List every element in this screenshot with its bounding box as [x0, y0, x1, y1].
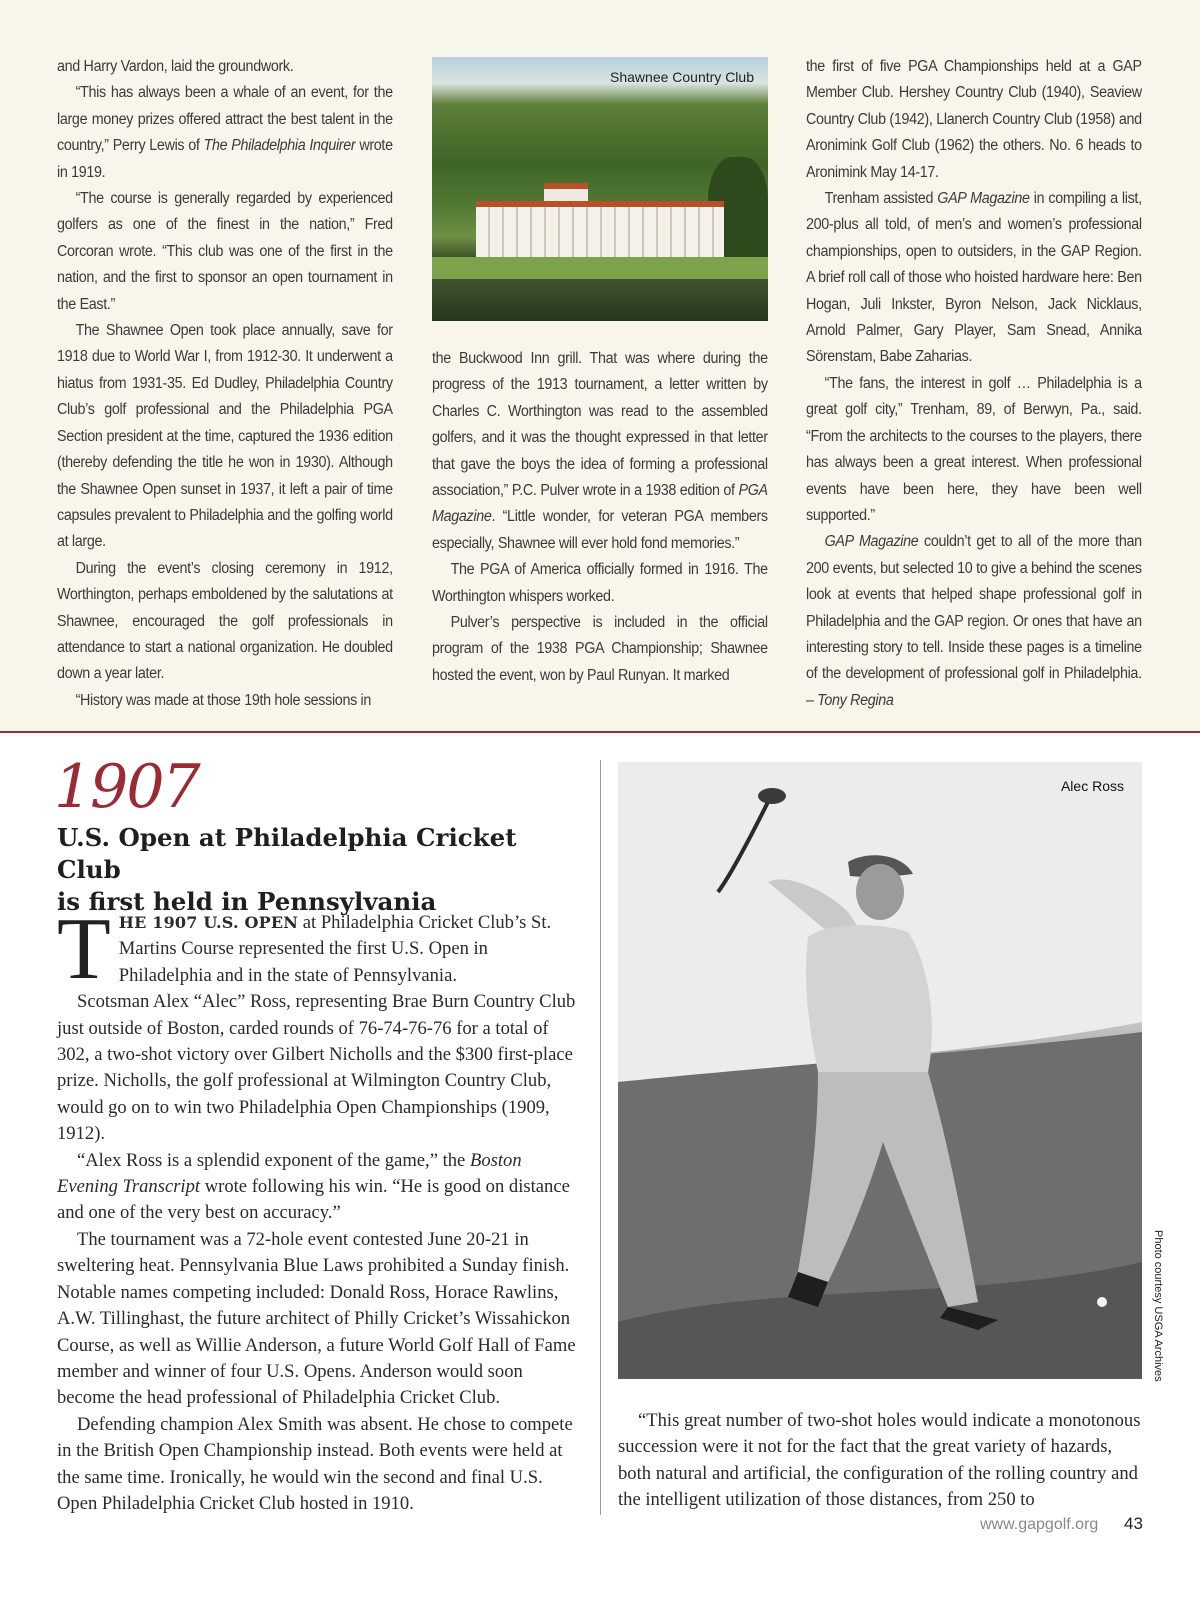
hotel-building-shape [476, 201, 724, 257]
paragraph: “The fans, the interest in golf … Philadelphia is a great golf city,” Trenham, 89, of Berwyn, Pa., said. “From the architects to the courses to the players, there has always been a great interest. When professional events have been here, they have been well supported.” [806, 374, 1142, 524]
shawnee-country-club-photo [432, 57, 768, 321]
paragraph [57, 1148, 583, 1227]
column-divider [600, 760, 601, 1515]
page-number: 43 [1124, 1514, 1143, 1533]
golfer-silhouette [618, 762, 1142, 1379]
paragraph: The PGA of America officially formed in 1916. The Worthington whispers worked. [432, 561, 768, 605]
headline-line-2: is first held in Pennsylvania [57, 887, 437, 916]
italic-title: The Philadelphia Inquirer [203, 137, 356, 155]
year-heading: 1907 [54, 752, 199, 822]
text-run: “This has always been a whale of an event, for the large money prizes offered attract the best talent in the country,” Perry Lewis of [57, 84, 393, 155]
text-run: The tournament was a 72-hole event contested June 20-21 in sweltering heat. Pennsylvania Blue Laws prohibited a Sunday finish. Notable names competing included: Donald Ross, Horace Rawlins, A.W. Tillinghast, the future architect of Philly Cricket’s Wissahickon Course, as well as Willie Anderson, a future World Golf Hall of Fame member and winner of four U.S. Opens. Anderson would soon become the head professional of Philadelphia Cricket Club. [57, 1228, 576, 1409]
paragraph: The Shawnee Open took place annually, save for 1918 due to World War I, from 1912-30. It underwent a hiatus from 1931-35. Ed Dudley, Philadelphia Country Club’s golf professional and the Philadelphia PGA Section president at the time, captured the 1936 edition (thereby defending the title he won in 1930). Although the Shawnee Open sunset in 1937, it left a pair of time capsules prevalent to Philadelphia and the golfing world at large. [57, 322, 393, 551]
paragraph [57, 989, 583, 1147]
lead-paragraph-text: at Philadelphia Cricket Club’s St. Martins Course represented the first U.S. Open in Philadelphia and in the state of Pennsylvania. [118, 912, 552, 986]
photo-caption: Shawnee Country Club [610, 69, 754, 85]
column-2-text [432, 346, 793, 689]
drop-cap: T [57, 901, 111, 998]
feature-headline [57, 822, 577, 918]
italic-title: GAP Magazine [824, 533, 919, 551]
paragraph [57, 80, 393, 186]
alec-ross-photo [618, 762, 1142, 1379]
paragraph [806, 529, 1142, 714]
text-run: the Buckwood Inn grill. That was where during the progress of the 1913 tournament, a letter written by Charles C. Worthington was read to the assembled golfers, and it was the thought expressed in that letter that gave the boys the idea of forming a professional association,” P.C. Pulver wrote in a 1938 edition of [432, 350, 768, 500]
text-run: “Alex Ross is a splendid exponent of the game,” the [77, 1149, 470, 1171]
paragraph: During the event’s closing ceremony in 1912, Worthington, perhaps emboldened by the salutations at Shawnee, encouraged the golf professionals in attendance to start a national organization. He doubled down a year later. [57, 559, 393, 683]
pull-quote: “This great number of two-shot holes would indicate a monotonous succession were it not for the fact that the great variety of hazards, both natural and artificial, the configuration of the rolling country and the intelligent utilization of those distances, from 250 to [618, 1410, 1141, 1511]
text-run: wrote in 1919. [57, 137, 393, 181]
lawn-shape [432, 257, 768, 279]
photo-credit: Photo courtesy USGA Archives [1152, 1230, 1164, 1382]
paragraph: Pulver’s perspective is included in the official program of the 1938 PGA Championship; Shawnee hosted the event, won by Paul Runyan. It marked [432, 614, 768, 684]
paragraph: and Harry Vardon, laid the groundwork. [57, 58, 294, 75]
article-paragraphs [57, 989, 583, 1517]
column-1 [57, 54, 393, 714]
text-run: . “Little wonder, for veteran PGA members especially, Shawnee will ever hold fond memories.” [432, 508, 768, 552]
water-shape [432, 279, 768, 321]
top-article-band [0, 0, 1200, 733]
photo-caption: Alec Ross [1060, 778, 1124, 794]
text-run: couldn’t get to all of the more than 200 events, but selected 10 to give a behind the scenes look at events that helped shape professional golf in Philadelphia and the GAP region. Or ones that have an interesting story to tell. Inside these pages is a timeline of the development of professional golf in Philadelphia. – [806, 533, 1142, 709]
italic-title: GAP Magazine [937, 190, 1030, 208]
italic-title: PGA Magazine [432, 482, 768, 526]
text-run: in compiling a list, 200-plus all told, of men’s and women’s professional championships, open to outsiders, in the GAP Region. A brief roll call of those who hoisted hardware here: Ben Hogan, Juli Inkster, Byron Nelson, Jack Nicklaus, Arnold Palmer, Gary Player, Sam Snead, Annika Sörenstam, Babe Zaharias. [806, 190, 1142, 366]
text-run: Scotsman Alex “Alec” Ross, representing Brae Burn Country Club just outside of Boston, carded rounds of 76-74-76-76 for a total of 302, a two-shot victory over Gilbert Nicholls and the $300 first-place prize. Nicholls, the golf professional at Wilmington Country Club, would go on to win two Philadelphia Open Championships (1909, 1912). [57, 991, 576, 1145]
headline-line-1: U.S. Open at Philadelphia Cricket Club [57, 823, 517, 884]
paragraph [57, 1227, 583, 1412]
paragraph [57, 1412, 583, 1518]
paragraph: “The course is generally regarded by experienced golfers as one of the finest in the nation,” Fred Corcoran wrote. “This club was one of the first in the nation, and the first to sponsor an open tournament in the East.” [57, 190, 393, 313]
paragraph: “History was made at those 19th hole sessions in [75, 691, 372, 709]
italic-title: Tony Regina [817, 691, 894, 709]
footer-url: www.gapgolf.org [980, 1516, 1099, 1533]
paragraph [432, 346, 768, 557]
paragraph [806, 186, 1142, 371]
text-run: Defending champion Alex Smith was absent. He chose to compete in the British Open Championship instead. Both events were held at the same time. Ironically, he would win the second and final U.S. Open Philadelphia Cricket Club hosted in 1910. [57, 1413, 573, 1514]
paragraph: the first of five PGA Championships held at a GAP Member Club. Hershey Country Club (1940), Seaview Country Club (1942), Llanerch Country Club (1958) and Aronimink Golf Club (1962) the others. No. 6 heads to Aronimink May 14-17. [806, 58, 1142, 181]
text-run: Trenham assisted [824, 190, 938, 208]
italic-title: Boston Evening Transcript [57, 1149, 522, 1198]
column-3 [806, 54, 1142, 714]
lead-in: HE 1907 U.S. OPEN [118, 913, 299, 932]
text-run: wrote following his win. “He is good on distance and one of the very best on accuracy.” [57, 1176, 570, 1224]
